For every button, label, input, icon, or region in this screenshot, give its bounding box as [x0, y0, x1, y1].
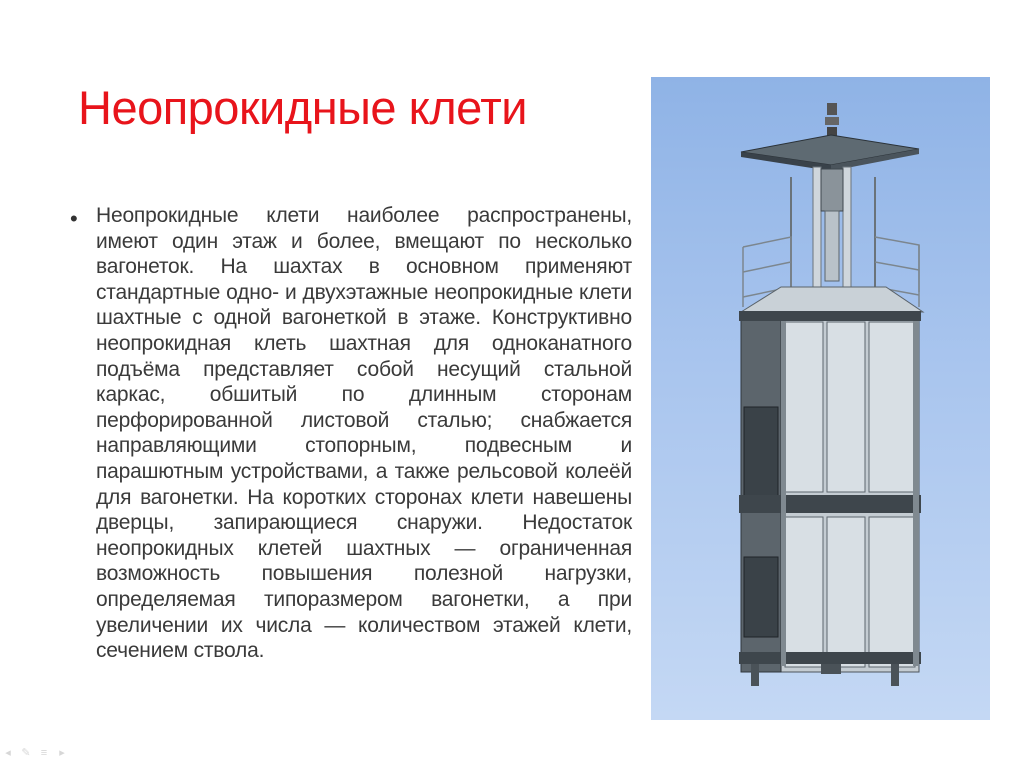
bullet-text: Неопрокидные клети наиболее распространены, имеют один этаж и более, вмещают по несколько вагонеток. На шахтах в основном применяют стандартные одно- и двухэтажные неопрокидные клети шахтные с одной вагонеткой в этаже. Конструктивно неопрокидная клеть шахтная для одноканатного подъёма представляет собой несущий стальной каркас, обшитый по длинным сторонам перфорированной листовой сталью; снабжается направляющими стопорным, подвесным и парашютным устройствами, а также рельсовой колеёй для вагонетки. На коротких сторонах клети навешены дверцы, запирающиеся снаружи. Недостаток неопрокидных клетей шахтных — ограниченная возможность повышения полезной нагрузки, определяемая типоразмером вагонетки, а при увеличении их числа — количеством этажей клети, сечением ствола. — [96, 204, 632, 663]
next-arrow-icon[interactable]: ▸ — [59, 747, 65, 759]
bullet-dot-icon: • — [70, 206, 78, 231]
prev-arrow-icon[interactable]: ◂ — [5, 747, 11, 759]
pen-icon[interactable]: ✎ — [21, 747, 31, 759]
menu-icon[interactable]: ≡ — [40, 747, 48, 759]
slideshow-controls — [2, 744, 68, 762]
bullet-list — [70, 203, 632, 664]
mine-cage-figure — [651, 77, 990, 720]
mine-cage-drawing-icon — [651, 77, 990, 720]
slide-title: Неопрокидные клети — [78, 81, 527, 134]
